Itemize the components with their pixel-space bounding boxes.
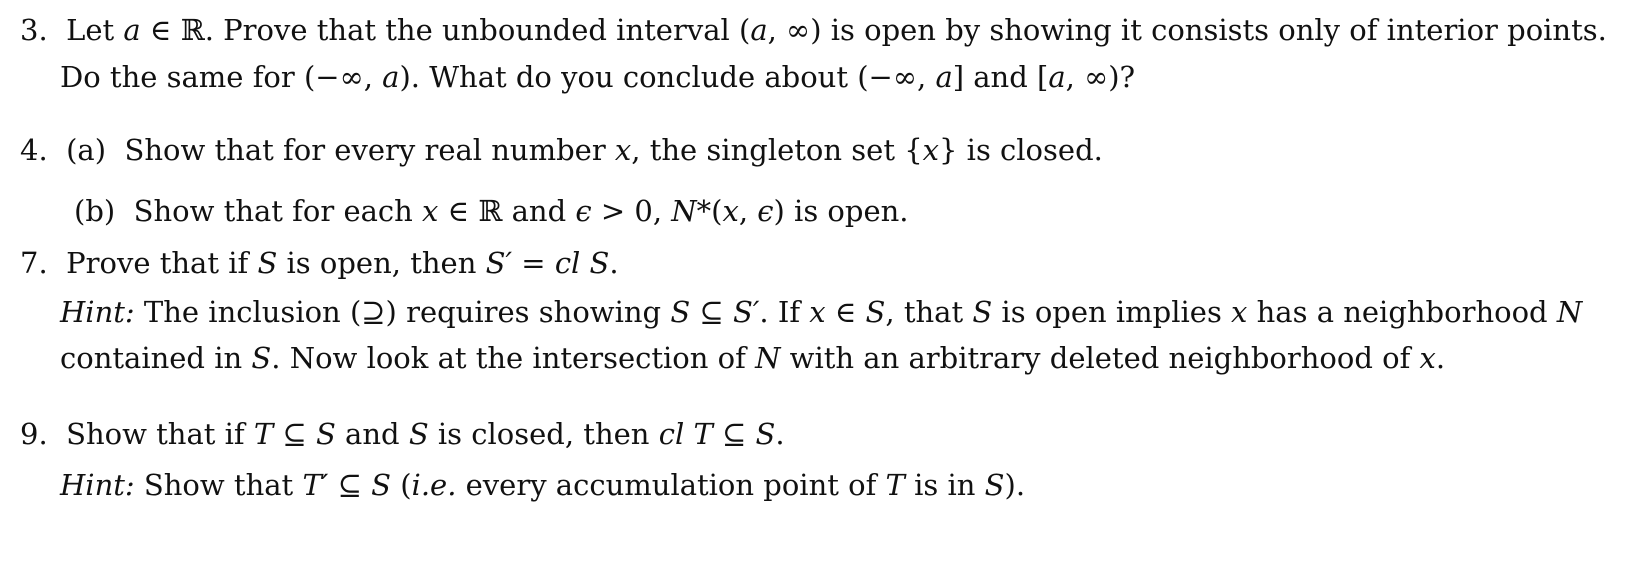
math-var: S <box>408 417 429 451</box>
text: ] and [ <box>952 60 1049 94</box>
math-var: x <box>614 133 632 167</box>
math-var: x <box>922 133 939 167</box>
problem-7-hint-line-1 <box>60 292 1582 332</box>
text: = <box>512 246 555 280</box>
text: , <box>738 194 758 228</box>
text: is in <box>904 468 985 502</box>
problem-7-number: 7. <box>20 246 48 280</box>
text: ) is open. <box>773 194 909 228</box>
problem-7-hint-line-2 <box>60 338 1445 378</box>
text: contained in <box>60 341 252 375</box>
text: *( <box>696 194 723 228</box>
text: is open implies <box>992 295 1232 329</box>
math-var: cl T <box>658 417 713 451</box>
math-var: N <box>1556 295 1583 329</box>
text: every accumulation point of <box>456 468 886 502</box>
text: ∈ ℝ. Prove that the unbounded interval ( <box>140 13 751 47</box>
text: , the singleton set { <box>631 133 923 167</box>
text: . <box>775 417 785 451</box>
math-var: a <box>382 60 400 94</box>
math-var: N <box>755 341 781 375</box>
math-var: S <box>984 468 1005 502</box>
math-var: S <box>865 295 886 329</box>
math-var: S <box>755 417 776 451</box>
text: ∈ ℝ and <box>438 194 576 228</box>
text: ( <box>391 468 412 502</box>
problem-3-number: 3. <box>20 13 48 47</box>
math-var: S <box>670 295 691 329</box>
text: , ∞) is open by showing it consists only of interior points. <box>767 13 1607 47</box>
math-var: N <box>671 194 697 228</box>
text: The inclusion (⊇) requires showing <box>134 295 671 329</box>
part-label-a: (a) <box>66 133 107 167</box>
problem-4-part-b <box>74 191 909 231</box>
text: Show that <box>134 468 303 502</box>
text: . <box>1435 341 1446 375</box>
math-var: a <box>935 60 953 94</box>
math-var: x <box>1231 295 1248 329</box>
text: is open, then <box>277 246 486 280</box>
math-var: S <box>315 417 336 451</box>
text: Show that for every real number <box>124 133 615 167</box>
math-var: cl S <box>554 246 610 280</box>
math-var: S <box>972 295 993 329</box>
text: Let <box>66 13 124 47</box>
math-var: a <box>123 13 141 47</box>
math-var: S′ <box>485 246 513 280</box>
math-var: S <box>257 246 278 280</box>
problem-9-hint <box>60 465 1025 505</box>
math-var: ϵ <box>575 194 592 228</box>
math-var: S <box>371 468 391 502</box>
text: ). <box>1004 468 1026 502</box>
problem-4-part-a <box>20 130 1103 170</box>
problem-7-line-1 <box>20 243 619 283</box>
math-var: S′ <box>732 295 760 329</box>
text: . <box>609 246 619 280</box>
math-var: S <box>251 341 272 375</box>
math-var: x <box>422 194 439 228</box>
text: with an arbitrary deleted neighborhood of <box>780 341 1420 375</box>
text: ⊆ <box>712 417 756 451</box>
problem-9-line-1 <box>20 414 785 454</box>
hint-label: Hint: <box>60 295 135 329</box>
math-var: ϵ <box>757 194 774 228</box>
text: ⊆ <box>690 295 733 329</box>
text: . Now look at the intersection of <box>271 341 756 375</box>
math-var: x <box>809 295 826 329</box>
hint-label: Hint: <box>60 468 135 502</box>
text: . If <box>759 295 810 329</box>
math-var: a <box>750 13 768 47</box>
problem-3-line-2 <box>60 57 1135 97</box>
part-label-b: (b) <box>74 194 116 228</box>
text: Do the same for (−∞, <box>60 60 383 94</box>
text: ⊆ <box>273 417 316 451</box>
problem-3-line-1 <box>20 10 1607 50</box>
text: and <box>335 417 409 451</box>
math-var: i.e. <box>411 468 457 502</box>
text: > 0, <box>591 194 672 228</box>
text: , that <box>885 295 973 329</box>
text: ∈ <box>825 295 866 329</box>
text: , ∞)? <box>1065 60 1136 94</box>
problem-4-number: 4. <box>20 133 48 167</box>
text: Show that if <box>66 417 254 451</box>
math-var: x <box>1419 341 1436 375</box>
text: ). What do you conclude about (−∞, <box>399 60 936 94</box>
math-var: T <box>253 417 274 451</box>
text: is closed, then <box>428 417 659 451</box>
math-var: T <box>885 468 905 502</box>
text: } is closed. <box>939 133 1103 167</box>
math-var: T′ <box>302 468 329 502</box>
problem-9-number: 9. <box>20 417 48 451</box>
math-var: x <box>722 194 739 228</box>
text: ⊆ <box>328 468 372 502</box>
math-var: a <box>1048 60 1066 94</box>
text: Show that for each <box>133 194 423 228</box>
text: has a neighborhood <box>1247 295 1557 329</box>
text: Prove that if <box>66 246 258 280</box>
